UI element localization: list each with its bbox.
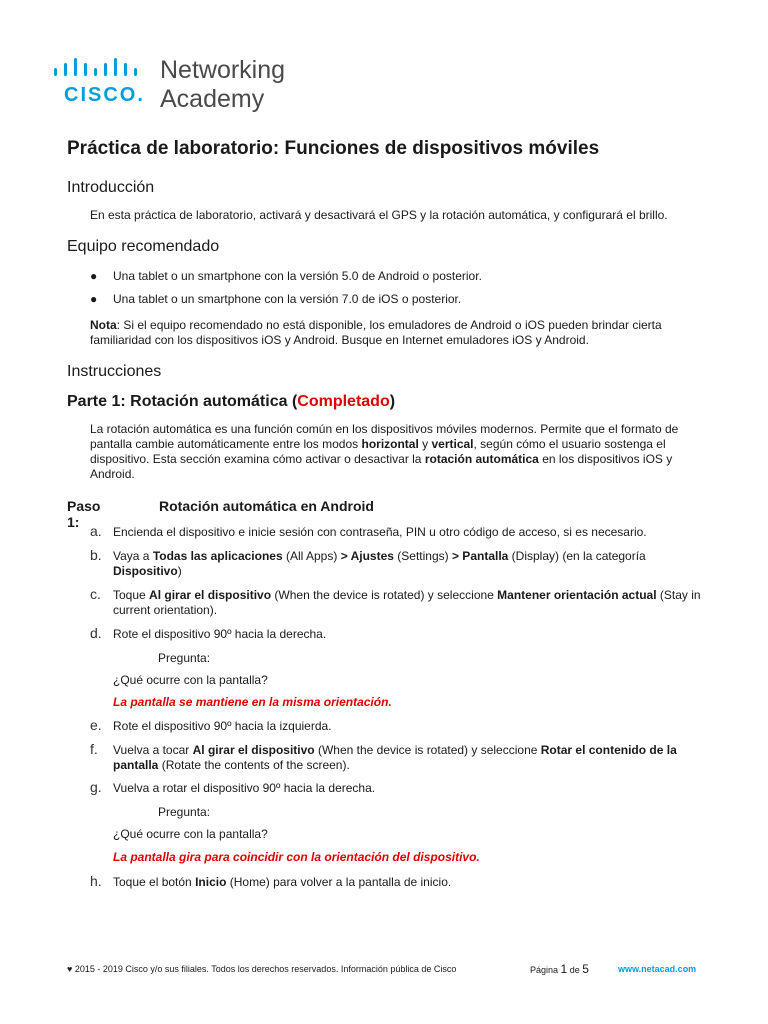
intro-heading: Introducción: [67, 179, 155, 196]
instructions-heading: Instrucciones: [67, 363, 162, 380]
footer-link[interactable]: www.netacad.com: [618, 964, 697, 974]
page-title: Práctica de laboratorio: Funciones de dispositivos móviles: [67, 138, 600, 159]
answer-text: La pantalla gira para coincidir con la orientación del dispositivo.: [113, 850, 480, 864]
footer-copyright: ♥ 2015 - 2019 Cisco y/o sus filiales. Todos los derechos reservados. Información pública de Cisco: [67, 964, 457, 974]
note-label: Nota: [90, 318, 117, 332]
intro-text: En esta práctica de laboratorio, activará y desactivará el GPS y la rotación automática, y configurará el brillo.: [90, 208, 668, 222]
footer-page-number: Página 1 de 5: [530, 962, 589, 976]
cisco-networking-academy-logo: [52, 58, 312, 118]
document-page: CISCO. Networking Academy Práctica de laboratorio: Funciones de dispositivos móviles Introducción En esta práctica de laboratorio, activará y desactivará el GPS y la rotación automática, y configurará el brillo. Equipo recomendado ● Una tablet o un smartphone con la versión 5.0 de Android o posterior. ● Una tablet o un smartphone con la versión 7.0 de iOS o posterior. Nota: Si el equipo recomendado no está disponible, los emuladores de Android o iOS pueden brindar cierta familiaridad con los dispositivos iOS y Android. Busque en Internet emuladores iOS y Android. Instrucciones Parte 1: Rotación automática (Completado) La rotación automática es una función común en los dispositivos móviles modernos. Permite que el formato de pantalla cambie automáticamente entre los modos horizontal y vertical, según cómo el usuario sostenga el dispositivo. Esta sección examina cómo activar o desactivar la rotación automática en los dispositivos iOS y Android. Paso 1: Rotación automática en Android a. Encienda el dispositivo e inicie sesión con contraseña, PIN u otro código de acceso, si es necesario. b. Vaya a Todas las aplicaciones (All Apps) > Ajustes (Settings) > Pantalla (Display) (en la categoría Dispositivo) c. Toque Al girar el dispositivo (When the device is rotated) y seleccione Mantener orientación actual (Stay in current orientation). d. Rote el dispositivo 90º hacia la derecha. Pregunta: ¿Qué ocurre con la pantalla? La pantalla se mantiene en la misma orientación. e. Rote el dispositivo 90º hacia la izquierda. f. Vuelva a tocar Al girar el dispositivo (When the device is rotated) y seleccione Rotar el contenido de la pantalla (Rotate the contents of the screen). g. Vuelva a rotar el dispositivo 90º hacia la derecha. Pregunta: ¿Qué ocurre con la pantalla? La pantalla gira para coincidir con la orientación del dispositivo. h. Toque el botón Inicio (Home) para volver a la pantalla de inicio. ♥ 2015 - 2019 Cisco y/o sus filiales. Todos los derechos reservados. Información pública de Cisco Página 1 de 5 www.netacad.com: [0, 0, 768, 1024]
part1-paragraph: La rotación automática es una función común en los dispositivos móviles modernos. Permite que el formato de pantalla cambie automáticamente entre los modos horizontal y vertical, según cómo el usuario sostenga el dispositivo. Esta sección examina cómo activar o desactivar la rotación automática en los dispositivos iOS y Android.: [90, 422, 679, 481]
bullet-icon: ●: [90, 292, 98, 306]
bullet-icon: ●: [90, 269, 98, 283]
note-paragraph: Nota: Si el equipo recomendado no está disponible, los emuladores de Android o iOS pueden brindar cierta familiaridad con los dispositivos iOS y Android. Busque en Internet emuladores iOS y Android.: [90, 318, 662, 347]
part1-status: Completado: [297, 393, 390, 410]
question-text: ¿Qué ocurre con la pantalla?: [113, 827, 268, 841]
part1-heading: Parte 1: Rotación automática (Completado): [67, 393, 396, 410]
logo-networking: Networking: [160, 56, 286, 84]
answer-text: La pantalla se mantiene en la misma orientación.: [113, 695, 392, 709]
cisco-wordmark: CISCO.: [64, 84, 145, 106]
question-label: Pregunta:: [158, 805, 211, 819]
question-text: ¿Qué ocurre con la pantalla?: [113, 673, 268, 687]
question-label: Pregunta:: [158, 651, 211, 665]
cisco-bars-icon: [52, 58, 152, 80]
equipment-heading: Equipo recomendado: [67, 238, 220, 255]
logo-academy: Academy: [160, 85, 265, 113]
